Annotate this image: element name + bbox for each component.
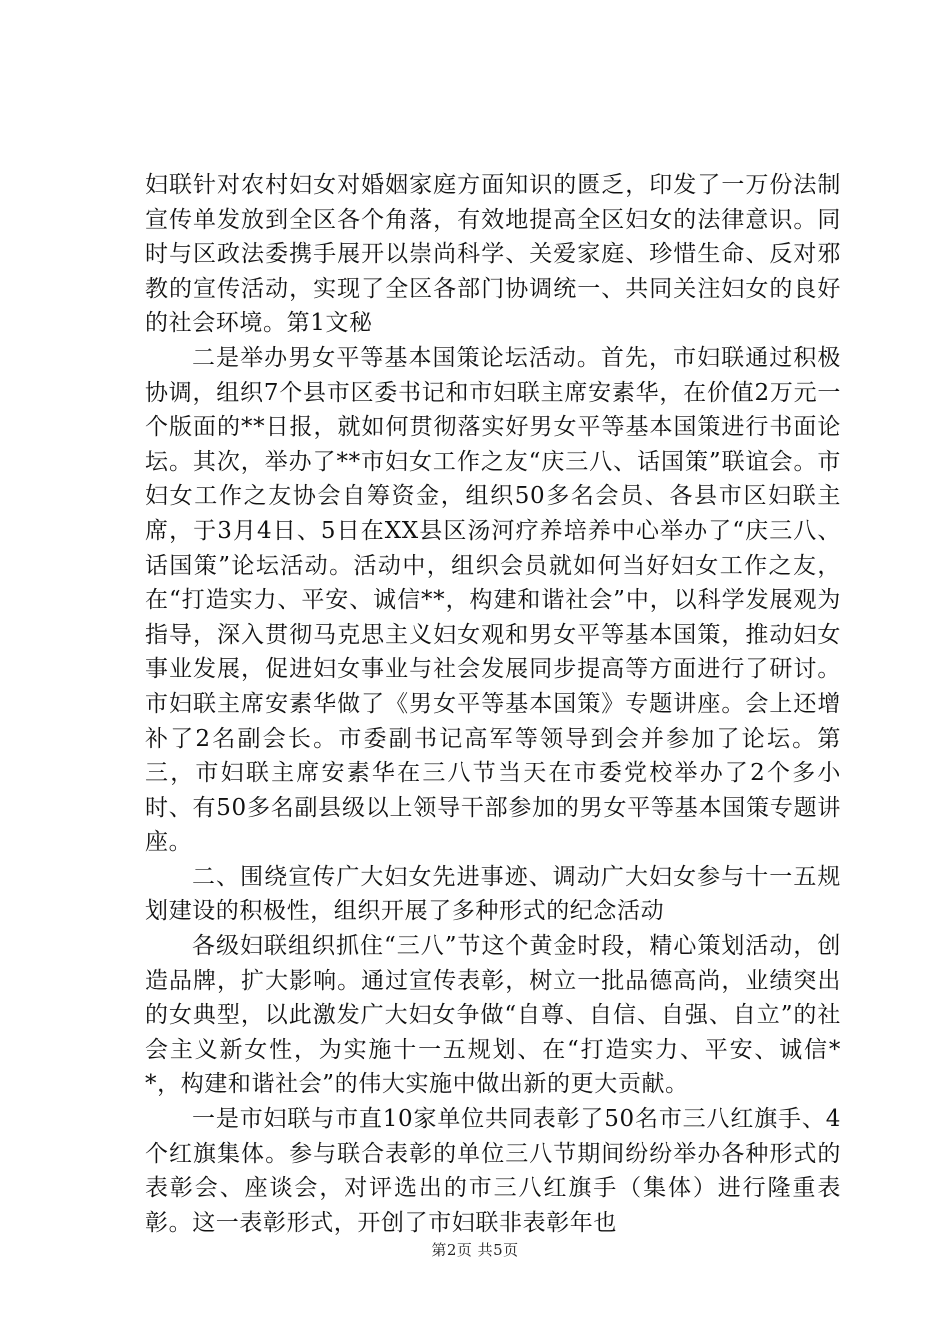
paragraph-2: 二是举办男女平等基本国策论坛活动。首先，市妇联通过积极协调，组织7个县市区委书记和市妇联主席安素华，在价值2万元一个版面的**日报，就如何贯彻落实好男女平等基本国策进行书面论坛。其次，举办了**市妇女工作之友“庆三八、话国策”联谊会。市妇女工作之友协会自筹资金，组织50多名会员、各县市区妇联主席，于3月4日、5日在XX县区汤河疗养培养中心举办了“庆三八、话国策”论坛活动。活动中，组织会员就如何当好妇女工作之友，在“打造实力、平安、诚信**，构建和谐社会”中，以科学发展观为指导，深入贯彻马克思主义妇女观和男女平等基本国策，推动妇女事业发展，促进妇女事业与社会发展同步提高等方面进行了研讨。市妇联主席安素华做了《男女平等基本国策》专题讲座。会上还增补了2名副会长。市委副书记高军等领导到会并参加了论坛。第三，市妇联主席安素华在三八节当天在市委党校举办了2个多小时、有50多名副县级以上领导干部参加的男女平等基本国策专题讲座。 — [145, 344, 841, 856]
paragraph-1: 妇联针对农村妇女对婚姻家庭方面知识的匮乏，印发了一万份法制宣传单发放到全区各个角落，有效地提高全区妇女的法律意识。同时与区政法委携手展开以崇尚科学、关爱家庭、珍惜生命、反对邪教的宣传活动，实现了全区各部门协调统一、共同关注妇女的良好的社会环境。第1文秘 — [145, 172, 841, 337]
paragraph-4: 各级妇联组织抓住“三八”节这个黄金时段，精心策划活动，创造品牌，扩大影响。通过宣传表彰，树立一批品德高尚，业绩突出的女典型，以此激发广大妇女争做“自尊、自信、自强、自立”的社会主义新女性，为实施十一五规划、在“打造实力、平安、诚信**，构建和谐社会”的伟大实施中做出新的更大贡献。 — [145, 933, 841, 1098]
section-heading-2: 二、围绕宣传广大妇女先进事迹、调动广大妇女参与十一五规划建设的积极性，组织开展了多种形式的纪念活动 — [145, 863, 841, 925]
paragraph-5: 一是市妇联与市直10家单位共同表彰了50名市三八红旗手、4个红旗集体。参与联合表彰的单位三八节期间纷纷举办各种形式的表彰会、座谈会，对评选出的市三八红旗手（集体）进行隆重表彰。这一表彰形式，开创了市妇联非表彰年也 — [145, 1106, 841, 1236]
page-footer: 第2页 共5页 — [431, 1241, 519, 1259]
document-body — [145, 168, 841, 1240]
